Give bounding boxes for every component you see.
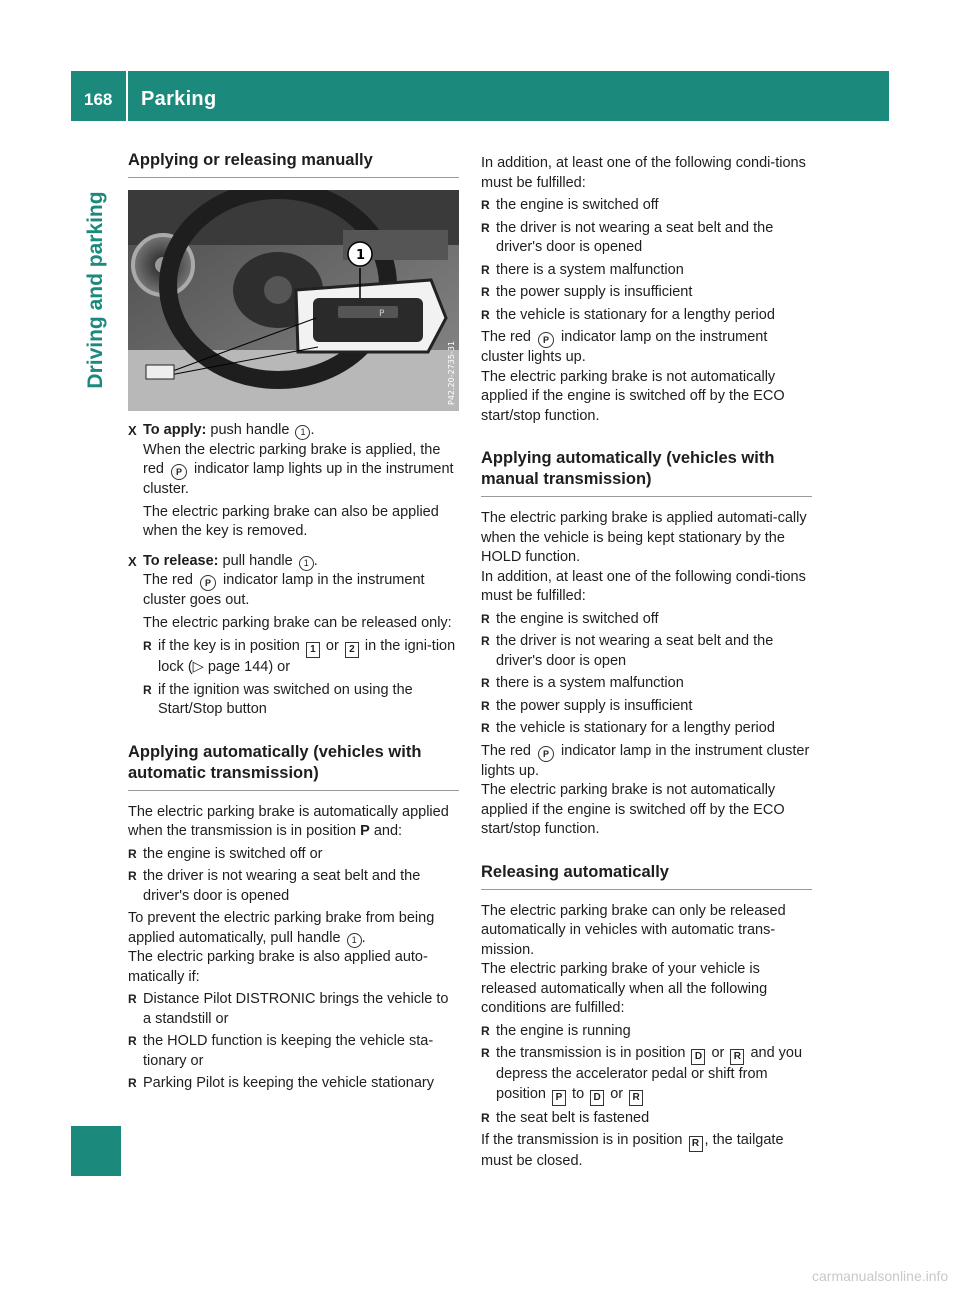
list-item: R Parking Pilot is keeping the vehicle stationary: [128, 1074, 459, 1094]
list-item: R the driver is not wearing a seat belt and the driver's door is opened: [128, 867, 459, 906]
list-item: R if the key is in position 1 or 2 in the igni-tion lock (▷ page 144) or: [143, 637, 459, 678]
gear-r-icon: R: [689, 1136, 703, 1152]
parking-lamp-icon: P: [538, 746, 554, 762]
watermark: carmanualsonline.info: [812, 1268, 949, 1284]
list-item: R the power supply is insufficient: [481, 697, 812, 717]
auto-conditions-continued: [481, 196, 812, 325]
section-heading-auto: Applying automatically (vehicles with automatic transmission): [128, 742, 459, 791]
handle-ref-icon: 1: [295, 425, 310, 440]
key-position-1-icon: 1: [306, 642, 320, 658]
auto-conditions: [128, 845, 459, 907]
list-item: R the HOLD function is keeping the vehicle sta-tionary or: [128, 1032, 459, 1071]
list-item: R the transmission is in position D or R and you depress the accelerator pedal or shift from position P to D or R: [481, 1044, 812, 1106]
figure-callout: 1: [356, 248, 366, 263]
list-item: R the engine is switched off or: [128, 845, 459, 865]
list-item: R there is a system malfunction: [481, 674, 812, 694]
list-item: R the vehicle is stationary for a lengthy period: [481, 306, 812, 326]
manual-conditions: [481, 610, 812, 739]
parking-lamp-icon: P: [538, 332, 554, 348]
gear-p-icon: P: [552, 1090, 566, 1106]
list-item: R the engine is running: [481, 1022, 812, 1042]
page-title: Parking: [141, 88, 217, 110]
side-tab-label: Driving and parking: [84, 191, 107, 389]
section-heading-manual-transmission: Applying automatically (vehicles with manual transmission): [481, 448, 812, 497]
right-column: In addition, at least one of the following condi-tions must be fulfilled: R the engine is switched off R the driver is not wearing a seat belt and the driver's door is opened R there is a system malfunction R the power supply is insufficient R the vehicle is stationary for a lengthy period The red P indicator lamp on the instrument cluster lights up. The electric parking brake is not automatically applied if the engine is switched off by the ECO start/stop function. Applying automatically (vehicles with manual transmission) The electric parking brake is applied automati-cally when the vehicle is being kept stationary by the HOLD function. In addition, at least one of the following condi-tions must be fulfilled: R the engine is switched off R the driver is not wearing a seat belt and the driver's door is open R there is a system malfunction R the power supply is insufficient R the vehicle is stationary for a lengthy period The red P indicator lamp in the instrument cluster lights up. The electric parking brake is not automatically applied if the engine is switched off by the ECO start/stop function. Releasing automatically The electric parking brake can only be released automatically in vehicles with automatic trans-mission. The electric parking brake of your vehicle is released automatically when all the following conditions are fulfilled: R the engine is running R the transmission is in position D or R and you depress the accelerator pedal or shift from position P to D or R R the seat belt is fastened If the transmission is in position R , the tailgate must be closed.: [481, 154, 812, 1172]
apply-step: X To apply: push handle 1 . When the electric parking brake is applied, the red P indicator lamp lights up in the instrument cluster. The electric parking brake can also be applied when the key is removed.: [128, 422, 454, 539]
dashboard-photo: [128, 190, 459, 411]
release-conditions: [143, 637, 459, 720]
step-arrow-icon: X: [128, 423, 137, 438]
header-divider: [126, 71, 128, 121]
page-ref-arrow-icon: ▷: [192, 659, 204, 675]
list-item: R the power supply is insufficient: [481, 283, 812, 303]
page-number: 168: [84, 90, 113, 109]
gear-d-icon: D: [691, 1049, 705, 1065]
list-item: R the vehicle is stationary for a lengthy period: [481, 719, 812, 739]
list-item: R if the ignition was switched on using the Start/Stop button: [143, 681, 459, 720]
left-column: Applying or releasing manually P 1 P42.20-2735-31 X To apply: push handle 1 . When the electric parking brake is applied, the red P indicator lamp lights up in the instrument cluster. The electric parking brake can also be applied when the key is removed. X To release: pull handle 1 . The red P indicator lamp in the instrument cluster goes out. The electric parking brake can be released only: R if the key is in position 1 or 2 in the igni-tion lock (▷ page 144) or R if the ignition was switched on using the Start/Stop button Applying automatically (vehicles with automatic transmission) The electric parking brake is automatically applied when the transmission is in position P and: R the engine is switched off or R the driver is not wearing a seat belt and the driver's door is opened To prevent the electric parking brake from being applied automatically, pull handle 1 . The electric parking brake is also applied auto-matically if: R Distance Pilot DISTRONIC brings the vehicle to a standstill or R the HOLD function is keeping the vehicle sta-tionary or R Parking Pilot is keeping the vehicle stationary: [128, 150, 459, 1097]
key-position-2-icon: 2: [345, 642, 359, 658]
release-auto-conditions: [481, 1022, 812, 1129]
list-item: R the driver is not wearing a seat belt and the driver's door is opened: [481, 219, 812, 258]
gear-d-icon: D: [590, 1090, 604, 1106]
dashboard-illustration: [128, 190, 459, 411]
side-tab-marker: [71, 1126, 121, 1176]
svg-text:P: P: [379, 309, 385, 319]
figure-code: P42.20-2735-31: [447, 340, 456, 405]
parking-lamp-icon: P: [171, 464, 187, 480]
handle-ref-icon: 1: [299, 556, 314, 571]
list-item: R there is a system malfunction: [481, 261, 812, 281]
handle-ref-icon: 1: [347, 933, 362, 948]
parking-lamp-icon: P: [200, 575, 216, 591]
release-step: X To release: pull handle 1 . The red P indicator lamp in the instrument cluster goes out. The electric parking brake can be released only: R if the key is in position 1 or 2 in the igni-tion lock (▷ page 144) or R if the ignition was switched on using the Start/Stop button: [128, 552, 459, 720]
auto-extra-conditions: [128, 990, 459, 1094]
section-heading-releasing: Releasing automatically: [481, 862, 812, 890]
section-heading-manual: Applying or releasing manually: [128, 150, 459, 178]
list-item: R Distance Pilot DISTRONIC brings the vehicle to a standstill or: [128, 990, 459, 1029]
list-item: R the seat belt is fastened: [481, 1109, 812, 1129]
gear-r-icon: R: [629, 1090, 643, 1106]
list-item: R the driver is not wearing a seat belt and the driver's door is open: [481, 632, 812, 671]
list-item: R the engine is switched off: [481, 196, 812, 216]
step-arrow-icon: X: [128, 553, 137, 569]
list-item: R the engine is switched off: [481, 610, 812, 630]
gear-r-icon: R: [730, 1049, 744, 1065]
